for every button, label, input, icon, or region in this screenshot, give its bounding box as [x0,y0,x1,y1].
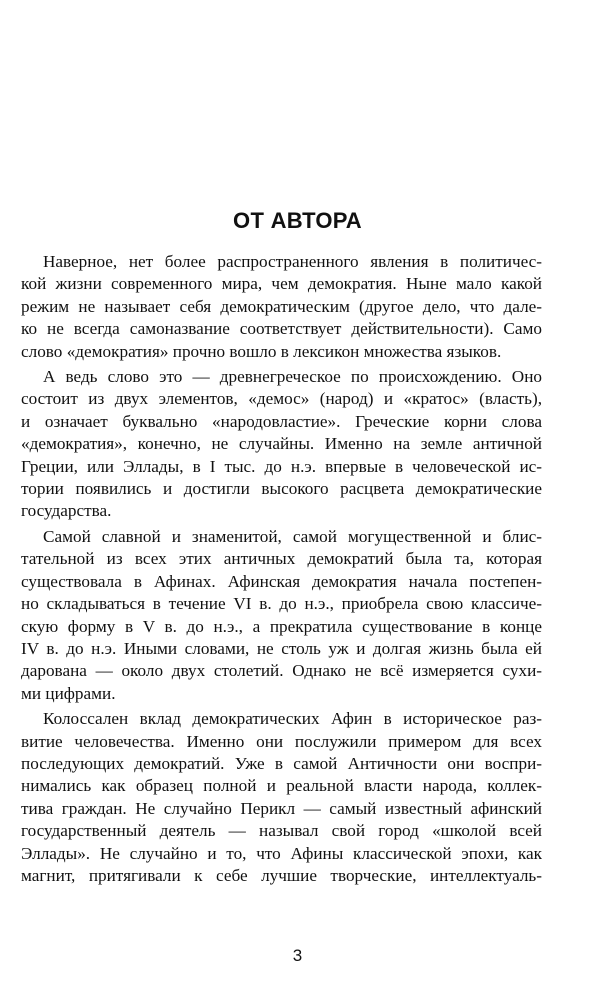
text-line: Наверное, нет более распространенного явления в политичес- [43,252,542,271]
text-line: магнит, притягивали к себе лучшие творческие, интеллектуаль- [21,865,542,885]
text-line: нимались как образец полной и реальной власти народа, коллек- [21,776,542,796]
text-line: режим не называет себя демократическим (другое дело, что дале- [21,296,542,316]
text-line: слово «демократия» прочно вошло в лексикон множества языков. [21,341,502,361]
text-line: государства. [21,501,112,521]
text-line: тательной из всех этих античных демократий была та, которая [21,549,542,569]
text-line: ми цифрами. [21,683,116,703]
text-line: но складываться в течение VI в. до н.э., приобрела свою классиче- [21,594,542,614]
text-line: «демократия», конечно, не случайны. Именно на земле античной [21,434,542,454]
text-line: скую форму в V в. до н.э., а прекратила существование в конце [21,616,542,636]
text-line: А ведь слово это — древнегреческое по происхождению. Оно [43,367,542,387]
text-line: кой жизни современного мира, чем демократия. Ныне мало какой [21,274,542,294]
chapter-title: ОТ АВТОРА [233,208,362,233]
body-text [21,251,542,890]
text-line: Эллады». Не случайно и то, что Афины классической эпохи, как [21,843,542,863]
text-line: Колоссален вклад демократических Афин в историческое раз- [43,709,542,729]
text-line: витие человечества. Именно они послужили примером для всех [21,731,542,751]
text-line: ко не всегда самоназвание соответствует действительности). Само [21,319,542,339]
paragraph [21,526,542,705]
text-line: тории появились и достигли высокого расцвета демократические [21,479,542,499]
text-line: существовала в Афинах. Афинская демократия начала постепен- [21,571,542,591]
text-line: Самой славной и знаменитой, самой могущественной и блис- [43,526,542,546]
text-line: государственный деятель — называл свой город «школой всей [21,821,542,841]
paragraph [21,251,542,363]
text-line: состоит из двух элементов, «демос» (народ) и «кратос» (власть), [21,389,542,409]
paragraph [21,708,542,887]
text-line: IV в. до н.э. Иными словами, не столь уж и долгая жизнь была ей [21,638,542,658]
text-line: тива граждан. Не случайно Перикл — самый известный афинский [21,798,542,818]
text-line: Греции, или Эллады, в I тыс. до н.э. впервые в человеческой ис- [21,456,542,476]
text-line: и означает буквально «народовластие». Греческие корни слова [21,411,542,431]
paragraph [21,366,542,523]
page-number: 3 [292,946,303,965]
text-line: последующих демократий. Уже в самой Античности они воспри- [21,753,542,773]
text-line: дарована — около двух столетий. Однако не всё измеряется сухи- [21,661,542,681]
